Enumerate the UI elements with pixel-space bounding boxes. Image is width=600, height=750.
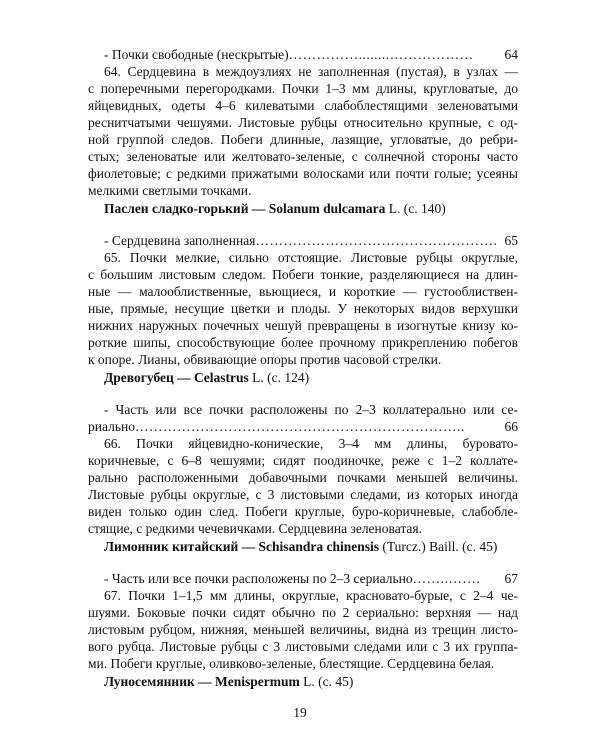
leader-dots: ……..……. — [412, 571, 481, 586]
text-line: ми. Побеги круглые, оливково-зеленые, блестящие. Сердцевина белая. — [88, 656, 495, 671]
species-name: Паслен сладко-горький — Solanum dulcamara — [104, 201, 386, 216]
text-line: с поперечными перегородками. Почки 1–3 мм длины, кругловатые, до — [88, 81, 518, 96]
text-line: Листовые рубцы округлые, с 3 листовыми следами, из которых иногда — [88, 487, 518, 502]
text-line: к опоре. Лианы, обвивающие опоры против часовой стрелки. — [88, 352, 442, 367]
species-title — [88, 673, 518, 690]
leader-dots: ……………........……………… — [288, 47, 474, 62]
leader-dots: ……………………………………………. — [255, 233, 498, 248]
text-line: 64. Сердцевина в междоузлиях не заполненная (пустая), в узлах — — [104, 64, 518, 79]
key-ref: 65 — [504, 233, 518, 248]
species-ref: L. (с. 45) — [299, 674, 354, 689]
text-line: рально расположенными добавочными почками меньшей величины. — [88, 470, 518, 485]
species-title — [88, 538, 518, 555]
text-line: яйцевидных, одеты 4–6 килеватыми слабоблестящими зеленоватыми — [88, 98, 518, 113]
text-line: виден только один след. Побеги круглые, буро-коричневые, слабобле- — [88, 504, 518, 519]
species-ref: L. (с. 140) — [385, 201, 446, 216]
species-ref: (Turcz.) Baill. (с. 45) — [378, 539, 498, 554]
text-line: 65. Почки мелкие, сильно отстоящие. Листовые рубцы округлые, — [104, 250, 518, 265]
species-name: Лимонник китайский — Schisandra chinensis — [104, 539, 379, 554]
text-line: стящие, с редкими чечевичками. Сердцевина зеленоватая. — [88, 521, 423, 536]
text-line: ной группой следов. Побеги длинные, лазящие, угловатые, до ребри- — [88, 132, 518, 147]
key-line-66 — [88, 418, 518, 435]
text-line: ные — малооблиственные, вьющиеся, и короткие — густооблиствен- — [88, 284, 518, 299]
text-line: ные, прямые, несущие цветки и плоды. У некоторых видов верхушки — [88, 301, 518, 316]
species-title — [88, 200, 518, 217]
text-line: фиолетовые; с редкими прижатыми волосками или почти голые; усеяны — [88, 166, 518, 181]
key-text: риально — [88, 419, 135, 434]
key-ref: 67 — [504, 571, 518, 586]
text-line: мелкими светлыми точками. — [88, 183, 252, 198]
key-line-65 — [88, 232, 518, 249]
text-line: шуями. Боковые почки сидят обычно по 2 сериально: верхняя — над — [88, 605, 518, 620]
text-line: 67. Почки 1–1,5 мм длины, округлые, красновато-бурые, с 2–4 че- — [104, 588, 518, 603]
key-ref: 66 — [504, 419, 518, 434]
key-text: - Сердцевина заполненная — [104, 233, 256, 248]
text-line: роткие шипы, способствующие более прочному прикреплению побегов — [88, 335, 518, 350]
text-line: стых; зеленоватые или желтовато-зеленые, с солнечной стороны часто — [88, 149, 518, 164]
text-line: нижних наружных почечных чешуй превращены в изогнутые книзу ко- — [88, 318, 518, 333]
text-line: вого рубца. Листовые рубцы с 3 листовыми следами или с 3 их группа- — [88, 639, 518, 654]
text-line: реснитчатыми чешуями. Листовые рубцы относительно крупные, с од- — [88, 115, 518, 130]
text-line: с большим листовым следом. Побеги тонкие, разделяющиеся на длин- — [88, 267, 518, 282]
key-ref: 64 — [504, 47, 518, 62]
key-line-64 — [88, 46, 518, 63]
species-name: Луносемянник — Menispermum — [104, 674, 300, 689]
page-number: 19 — [293, 705, 307, 720]
species-title — [88, 369, 518, 386]
text-line: коричневые, с 6–8 чешуями; сидят поодиночке, реже с 1–2 коллате- — [88, 453, 518, 468]
species-name: Древогубец — Celastrus — [104, 370, 249, 385]
leader-dots: …………………………………………………………….. — [134, 419, 465, 434]
text-line: 66. Почки яйцевидно-конические, 3–4 мм длины, буровато- — [104, 436, 518, 451]
key-text: - Почки свободные (нескрытые) — [104, 47, 289, 62]
page-body — [88, 46, 518, 690]
key-line-66a: - Часть или все почки расположены по 2–3 коллатерально или се- — [104, 402, 518, 417]
key-line-67 — [88, 570, 518, 587]
key-text: - Часть или все почки расположены по 2–3 сериально — [104, 571, 413, 586]
species-ref: L. (с. 124) — [248, 370, 310, 385]
text-line: листовым рубцом, нижняя, меньшей величины, видна из трещин листо- — [88, 622, 518, 637]
